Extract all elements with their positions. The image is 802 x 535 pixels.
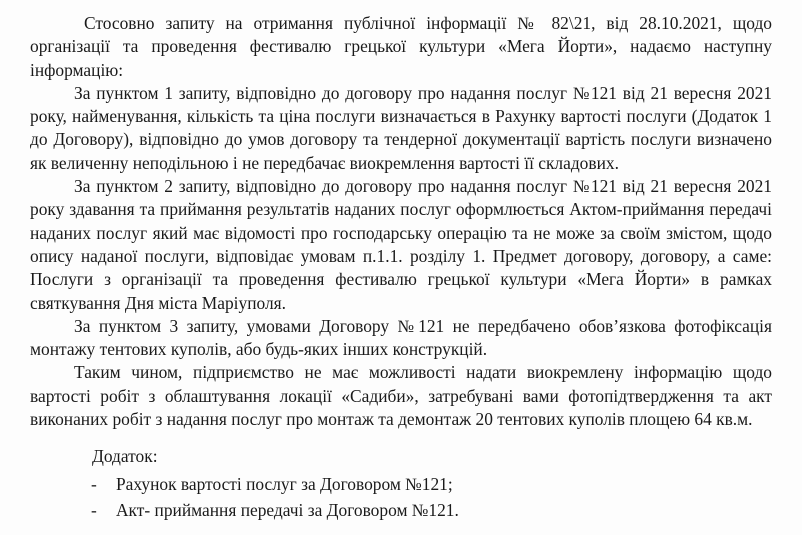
item-1-paragraph: За пунктом 1 запиту, відповідно до договору про надання послуг №121 від 21 вересня 2021 року, найменування, кількість та ціна послуги визначається в Рахунку вартості послуги (Додаток 1 до Договору), відповідно до умов договору та тендерної документації вартість послуги визначено як величенну неподільною і не передбачає виокремлення вартості її складових. xyxy=(30,82,772,173)
attachment-item xyxy=(30,499,772,522)
list-bullet: - xyxy=(91,499,97,520)
attachment-text: Акт- приймання передачі за Договором №121. xyxy=(116,499,459,520)
list-bullet: - xyxy=(91,473,97,494)
attachment-text: Рахунок вартості послуг за Договором №121; xyxy=(116,473,453,494)
item-2-paragraph: За пунктом 2 запиту, відповідно до договору про надання послуг №121 від 21 вересня 2021 року здавання та приймання результатів наданих послуг оформлюється Актом-приймання передачі наданих послуг який має відомості про господарську операцію та не може за своїм змістом, щодо опису наданої послуги, відповідає умовам п.1.1. розділу 1. Предмет договору, договору, а саме: Послуги з організації та проведення фестивалю грецької культури «Мега Йорти» в рамках святкування Дня міста Маріуполя. xyxy=(30,176,772,313)
attachments-list xyxy=(30,473,772,523)
intro-paragraph: Стосовно запиту на отримання публічної інформації № 82\21, від 28.10.2021, щодо організації та проведення фестивалю грецької культури «Мега Йорти», надаємо наступну інформацію: xyxy=(30,13,772,80)
item-3-paragraph: За пунктом 3 запиту, умовами Договору №121 не передбачено обов’язкова фотофіксація монтажу тентових куполів, або будь-яких інших конструкцій. xyxy=(30,315,772,360)
conclusion-paragraph: Таким чином, підприємство не має можливості надати виокремлену інформацію щодо вартості робіт з облаштування локації «Садиби», затребувані вами фотопідтвердження та акт виконаних робіт з надання послуг про монтаж та демонтаж 20 тентових куполів площею 64 кв.м. xyxy=(30,362,772,430)
attachments-label: Додаток: xyxy=(92,446,158,467)
attachment-item xyxy=(30,473,772,496)
